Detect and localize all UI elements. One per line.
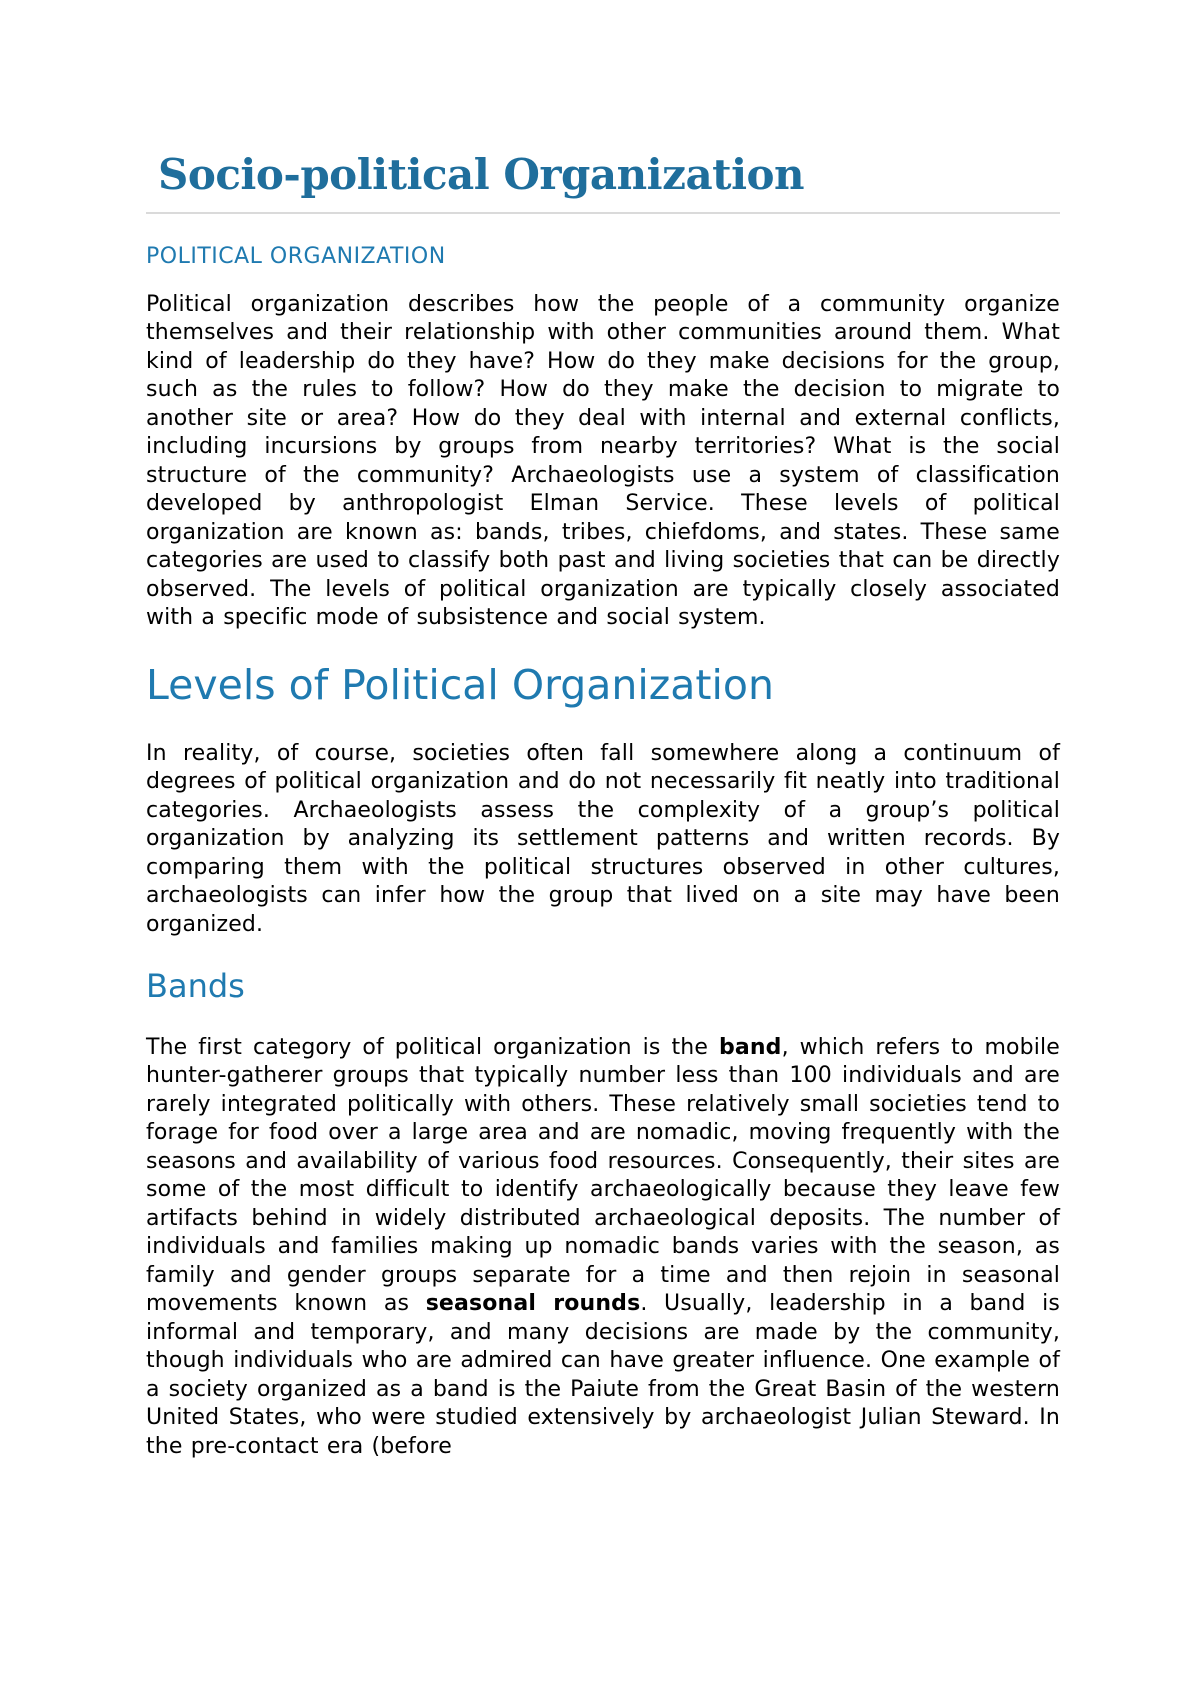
bands-paragraph xyxy=(146,1034,1060,1462)
bands-text-part-3: . Usually, leadership in a band is informal and temporary, and many decisions are made by the community, though individuals who are admired can have greater influence. One example of a society organized as a band is the Paiute from the Great Basin of the western United States, who were studied extensively by archaeologist Julian Steward. In the pre-contact era (before xyxy=(146,1291,1060,1459)
document-title: Socio-political Organization xyxy=(158,150,805,199)
bands-text-part-2: , which refers to mobile hunter-gatherer groups that typically number less than 100 individuals and are rarely integrated politically with others. These relatively small societies tend to forage for food over a large area and are nomadic, moving frequently with the seasons and availability of various food resources. Consequently, their sites are some of the most difficult to identify archaeologically because they leave few artifacts behind in widely distributed archaeological deposits. The number of individuals and families making up nomadic bands varies with the season, as family and gender groups separate for a time and then rejoin in seasonal movements known as xyxy=(146,1034,1060,1317)
levels-paragraph: In reality, of course, societies often fall somewhere along a continuum of degrees of political organization and do not necessarily fit neatly into traditional categories. Archaeologists assess the complexity of a group’s political organization by analyzing its settlement patterns and written records. By comparing them with the political structures observed in other cultures, archaeologists can infer how the group that lived on a site may have been organized. xyxy=(146,740,1060,937)
term-seasonal-rounds: seasonal rounds xyxy=(425,1291,641,1317)
bands-text-part-1: The first category of political organization is the xyxy=(146,1034,719,1060)
levels-heading: Levels of Political Organization xyxy=(146,660,774,709)
title-divider xyxy=(146,212,1060,214)
term-band: band xyxy=(718,1034,782,1060)
section-label-political-organization: POLITICAL ORGANIZATION xyxy=(146,244,446,270)
bands-heading: Bands xyxy=(146,967,245,1006)
document-page xyxy=(146,150,1060,1461)
intro-paragraph: Political organization describes how the people of a community organize themselves and their relationship with other communities around them. What kind of leadership do they have? How do they make decisions for the group, such as the rules to follow? How do they make the decision to migrate to another site or area? How do they deal with internal and external conflicts, including incursions by groups from nearby territories? What is the social structure of the community? Archaeologists use a system of classification developed by anthropologist Elman Service. These levels of political organization are known as: bands, tribes, chiefdoms, and states. These same categories are used to classify both past and living societies that can be directly observed. The levels of political organization are typically closely associated with a specific mode of subsistence and social system. xyxy=(146,291,1060,631)
